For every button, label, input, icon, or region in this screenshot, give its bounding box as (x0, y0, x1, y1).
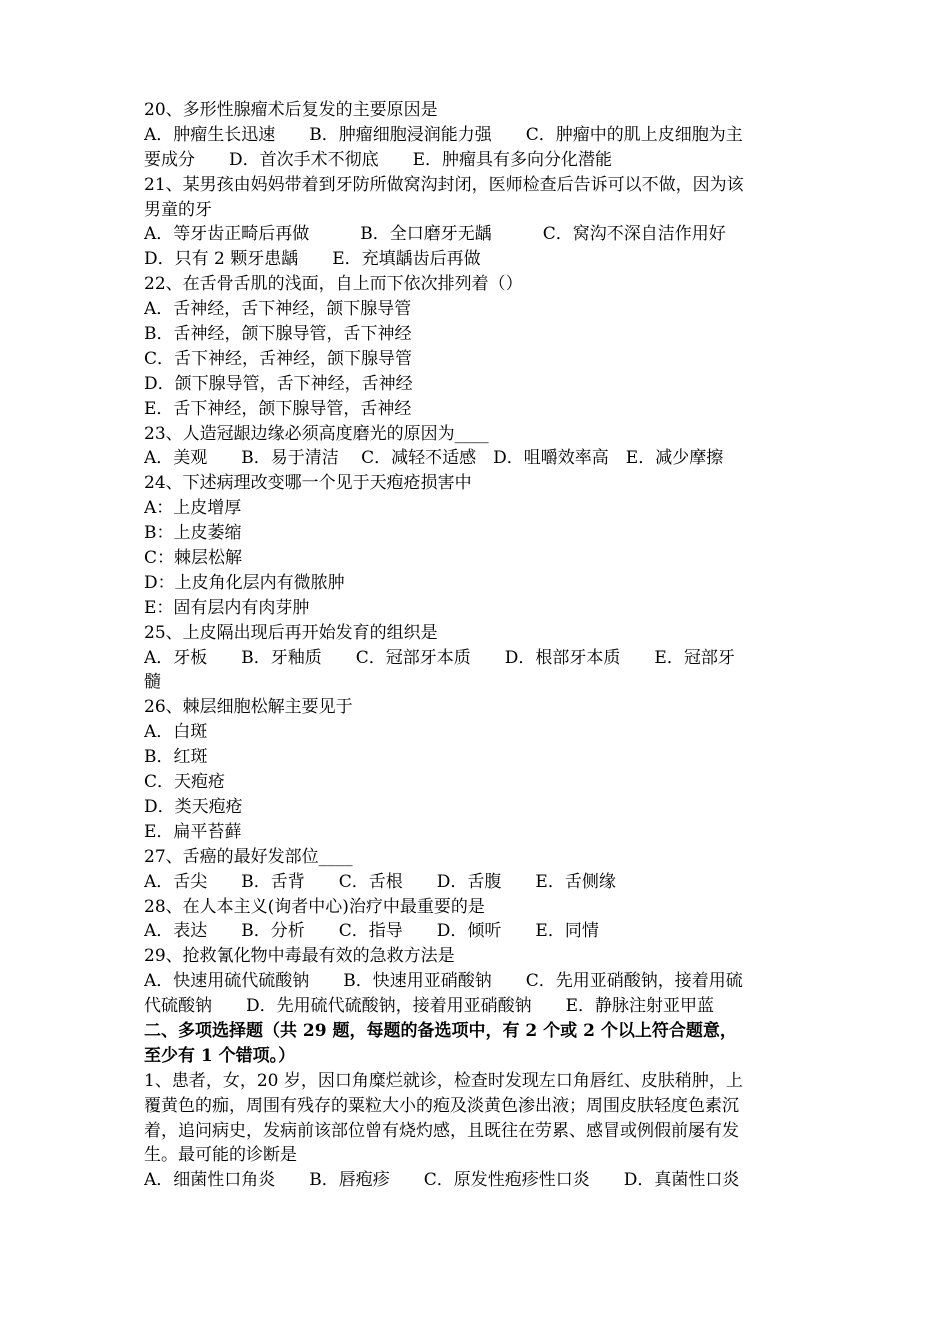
question-21-options: A．等牙齿正畸后再做 B．全口磨牙无龋 C．窝沟不深自洁作用好 (144, 224, 726, 245)
question-24-option-a: A：上皮增厚 (144, 498, 242, 519)
mcq-1-stem-cont-2: 着，追问病史，发病前该部位曾有烧灼感，且既往在劳累、感冒或例假前屡有发 (144, 1120, 739, 1141)
question-23-options: A．美观 B．易于清洁 C．减轻不适感 D．咀嚼效率高 E．减少摩擦 (144, 448, 724, 469)
question-27-options: A．舌尖 B．舌背 C．舌根 D．舌腹 E．舌侧缘 (144, 871, 616, 892)
question-24-option-d: D：上皮角化层内有微脓肿 (144, 572, 345, 593)
question-21-stem: 21、某男孩由妈妈带着到牙防所做窝沟封闭，医师检查后告诉可以不做，因为该 (144, 174, 744, 195)
question-29-options-cont: 代硫酸钠 D．先用硫代硫酸钠，接着用亚硝酸钠 E．静脉注射亚甲蓝 (144, 996, 715, 1017)
question-22-stem: 22、在舌骨舌肌的浅面，自上而下依次排列着（） (144, 274, 523, 295)
question-29-stem: 29、抢救氰化物中毒最有效的急救方法是 (144, 946, 455, 967)
question-28-options: A．表达 B．分析 C．指导 D．倾听 E．同情 (144, 921, 599, 942)
section-heading-cont: 至少有 1 个错项。） (144, 1045, 296, 1066)
question-22-option-e: E．舌下神经，颌下腺导管，舌神经 (144, 398, 412, 419)
question-28-stem: 28、在人本主义(询者中心)治疗中最重要的是 (144, 896, 485, 917)
question-22-option-c: C．舌下神经，舌神经，颌下腺导管 (144, 348, 413, 369)
document-page (144, 98, 814, 1193)
question-26-option-a: A．白斑 (144, 722, 208, 743)
question-24-stem: 24、下述病理改变哪一个见于天疱疮损害中 (144, 473, 472, 494)
question-23-stem: 23、人造冠龈边缘必须高度磨光的原因为____ (144, 423, 489, 444)
mcq-1-stem: 1、患者，女，20 岁，因口角糜烂就诊，检查时发现左口角唇红、皮肤稍肿，上 (144, 1070, 743, 1091)
question-26-option-b: B．红斑 (144, 747, 208, 768)
mcq-1-options: A．细菌性口角炎 B．唇疱疹 C．原发性疱疹性口炎 D．真菌性口炎 (144, 1170, 740, 1191)
question-22-option-b: B．舌神经，颌下腺导管，舌下神经 (144, 324, 412, 345)
question-26-option-e: E．扁平苔藓 (144, 821, 242, 842)
question-20-options-cont: 要成分 D．首次手术不彻底 E．肿瘤具有多向分化潜能 (144, 149, 613, 170)
question-21-stem-cont: 男童的牙 (144, 199, 212, 220)
question-24-option-c: C：棘层松解 (144, 548, 243, 569)
question-20-options: A．肿瘤生长迅速 B．肿瘤细胞浸润能力强 C．肿瘤中的肌上皮细胞为主 (144, 124, 743, 145)
question-26-option-d: D．类天疱疮 (144, 796, 243, 817)
question-25-options-cont: 髓 (144, 672, 161, 693)
section-heading: 二、多项选择题（共 29 题，每题的备选项中，有 2 个或 2 个以上符合题意， (144, 1020, 737, 1041)
mcq-1-stem-cont-1: 覆黄色的痂，周围有残存的粟粒大小的疱及淡黄色渗出液；周围皮肤轻度色素沉 (144, 1095, 739, 1116)
question-24-option-b: B：上皮萎缩 (144, 523, 242, 544)
question-26-option-c: C．天疱疮 (144, 772, 226, 793)
question-24-option-e: E：固有层内有肉芽肿 (144, 597, 310, 618)
question-22-option-a: A．舌神经，舌下神经，颌下腺导管 (144, 299, 412, 320)
question-29-options: A．快速用硫代硫酸钠 B．快速用亚硝酸钠 C．先用亚硝酸钠，接着用硫 (144, 971, 743, 992)
question-21-options-cont: D．只有 2 颗牙患龋 E．充填龋齿后再做 (144, 249, 481, 270)
mcq-1-stem-cont-3: 生。最可能的诊断是 (144, 1145, 297, 1166)
question-25-stem: 25、上皮隔出现后再开始发育的组织是 (144, 622, 438, 643)
question-27-stem: 27、舌癌的最好发部位____ (144, 846, 353, 867)
question-25-options: A．牙板 B．牙釉质 C．冠部牙本质 D．根部牙本质 E．冠部牙 (144, 647, 735, 668)
question-20-stem: 20、多形性腺瘤术后复发的主要原因是 (144, 100, 438, 120)
question-22-option-d: D．颌下腺导管，舌下神经，舌神经 (144, 373, 413, 394)
question-26-stem: 26、棘层细胞松解主要见于 (144, 697, 353, 718)
